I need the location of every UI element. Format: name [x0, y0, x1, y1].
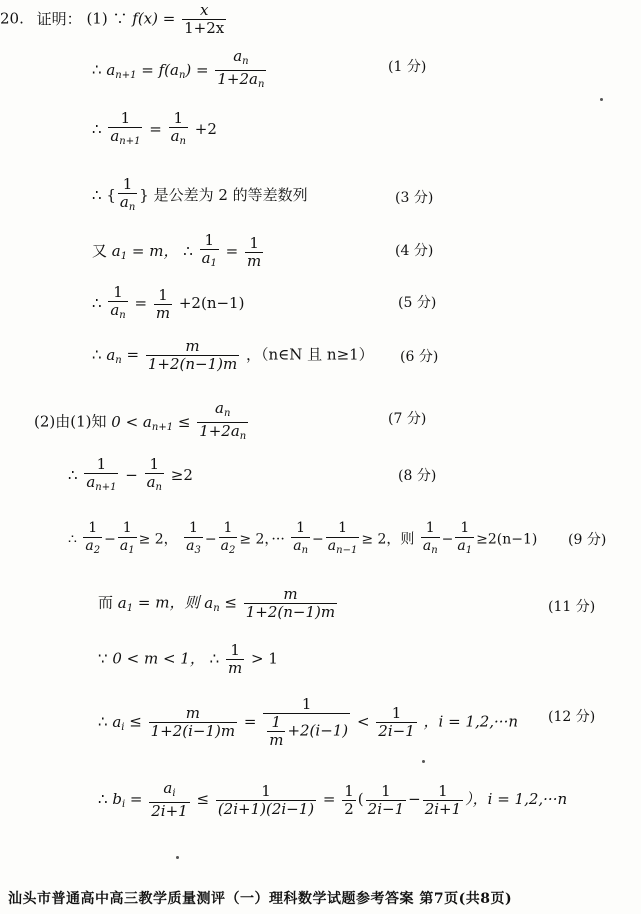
fraction-1-over-an	[118, 176, 137, 216]
frac-num: 1	[344, 781, 354, 800]
problem-title: 证明：	[36, 9, 82, 28]
frac-num: 1	[219, 520, 238, 538]
frac-den: 2i−1	[378, 722, 415, 740]
fraction-1-over-an-1	[326, 520, 360, 559]
frac-den: $a_n$	[146, 473, 162, 493]
frac-den: m	[269, 731, 284, 749]
frac-den: m	[247, 251, 262, 270]
frac-num: 1	[83, 520, 102, 538]
fraction-1-over-an	[145, 456, 164, 496]
frac-den: $a_n$	[110, 301, 126, 321]
score-1: (1 分)	[388, 59, 427, 75]
fraction-1-over-m	[245, 235, 263, 270]
frac-num: 1	[263, 696, 350, 714]
frac-den: $a_{n+1}$	[86, 473, 117, 493]
frac-num: 1	[366, 783, 406, 801]
fraction-an-formula	[244, 586, 337, 621]
step-part2	[34, 400, 250, 445]
fraction-an-over-1-2an	[197, 400, 248, 445]
plus-two: +2	[194, 120, 217, 138]
intro-text: 而	[98, 593, 114, 612]
frac-num: $a_n$	[215, 48, 266, 71]
frac-num: $a_n$	[197, 400, 248, 423]
therefore-symbol: ∴	[92, 186, 102, 204]
fraction-x-over-1-2x	[182, 2, 226, 37]
fraction-1-over-2i-1	[376, 705, 416, 740]
intro-text: 又	[92, 242, 108, 260]
frac-den: $1+2a_n$	[217, 70, 265, 90]
problem-header	[0, 2, 228, 37]
fraction-1-over-2i1	[423, 783, 463, 818]
step-bi-bound: ∴ $b_i$ = $\frac{a_i}{2i+1}$ ≤ $\frac{1}{(2i+1)(2i-1)}$ = $\frac{1}{2}$ ( $\frac{1}{2i-1}$ − $\frac{1}{2i+1}$ ），i = 1,2,···n	[98, 779, 568, 820]
frac-num: 1	[245, 235, 263, 253]
rhs: +2(n−1)	[178, 294, 245, 312]
frac-num: 1	[118, 520, 137, 538]
therefore-symbol: ∴	[98, 712, 108, 731]
scan-speck	[176, 856, 179, 859]
score-11: (11 分)	[548, 599, 596, 615]
frac-den: m	[155, 303, 171, 322]
fraction-1-over-m	[154, 287, 172, 322]
sym-a: a	[233, 47, 243, 65]
frac-den: $a_3$	[186, 538, 201, 556]
frac-den: $a_2$	[220, 538, 236, 556]
frac-den: $a_n$	[170, 127, 186, 147]
frac-num: 1	[423, 783, 463, 801]
fraction-product	[216, 783, 316, 818]
rhs: ≥2(n−1)	[476, 531, 538, 548]
fraction-1-over-an	[291, 520, 310, 559]
ineq-text: 0 < a	[111, 412, 152, 431]
part2-label: (2)由(1)知	[34, 412, 107, 431]
frac-num: 1	[326, 520, 360, 538]
therefore-symbol: ∴	[98, 790, 108, 808]
fraction-an-over-1-2an	[215, 48, 266, 93]
frac-num: m	[149, 705, 238, 723]
score-9: (9 分)	[568, 532, 607, 548]
frac-num: 1	[118, 176, 137, 194]
frac-num: m	[146, 338, 239, 356]
fraction-1-over-an	[169, 110, 188, 150]
frac-den: 1+2(n−1)m	[147, 355, 238, 373]
step-bound-an: 而 $a_1 = m$，则 $a_n$ ≤ $\frac{m}{1+2(n-1)m}$	[98, 585, 336, 621]
score-4: (4 分)	[395, 243, 434, 259]
ai: $a_i$	[112, 712, 125, 733]
then-text: ，则	[386, 531, 415, 548]
frac-den: $a_1$	[201, 249, 217, 269]
fraction-1-over-an	[421, 520, 440, 559]
score-7: (7 分)	[388, 411, 427, 427]
frac-num: x	[182, 2, 226, 20]
an: $a_n$	[204, 593, 220, 614]
fraction-1-over-m	[226, 642, 244, 677]
frac-den: 1+2x	[184, 19, 225, 37]
fraction-nested	[263, 696, 350, 749]
frac-den: 2i−1	[367, 799, 405, 818]
because-symbol: ∵	[112, 9, 128, 28]
therefore-symbol: ∴	[183, 242, 193, 260]
frac-num: m	[244, 586, 337, 604]
frac-num: 1	[145, 456, 164, 474]
frac-den: $a_n$	[422, 538, 438, 556]
frac-den: (2i+1)(2i−1)	[217, 799, 315, 818]
rhs: > 1	[250, 649, 278, 668]
frac-den: m	[227, 659, 243, 677]
frac-num: 1	[291, 520, 310, 538]
therefore-symbol: ∴	[68, 531, 77, 548]
frac-num: 1	[108, 110, 142, 128]
frac-num: 1	[84, 456, 118, 474]
fraction-1-over-a2	[83, 520, 102, 559]
step-recurrence	[92, 48, 268, 93]
score-12: (12 分)	[548, 709, 596, 725]
fraction-1-over-a2	[219, 520, 238, 559]
fraction-1-over-m	[267, 714, 285, 749]
score-5: (5 分)	[398, 295, 437, 311]
fraction-ai-over-2i1	[149, 780, 189, 820]
therefore-symbol: ∴	[209, 649, 220, 668]
frac-den: 1+2(n−1)m	[245, 603, 336, 621]
rhs: ≥2	[170, 466, 193, 484]
frac-den: 2	[344, 799, 354, 818]
frac-num: 1	[169, 110, 188, 128]
text-f: = f(a	[141, 60, 179, 79]
frac-num: $a_i$	[149, 780, 189, 803]
a-n-plus-1: $a_{n+1}$	[106, 60, 137, 81]
step-diff: ∴ $\frac{1}{a_{n+1}}$ − $\frac{1}{a_n}$ ≥2	[68, 456, 193, 496]
step-an-formula: ∴ $a_n$ = $\frac{m}{1+2(n-1)m}$ ，（n∈N 且 n≥1）	[92, 337, 374, 373]
frac-den: $a_1$	[457, 538, 473, 556]
frac-den: $1+2a_n$	[199, 422, 247, 442]
bi: $b_i$	[112, 790, 126, 810]
fraction-1-over-a1	[118, 520, 137, 559]
frac-den: $a_1$	[119, 538, 135, 556]
frac-num: 1	[154, 287, 172, 305]
therefore-symbol: ∴	[92, 60, 102, 79]
part1-label: (1)	[86, 9, 108, 28]
score-3: (3 分)	[395, 190, 434, 206]
index-range: ，i = 1,2,···n	[423, 712, 519, 731]
function-def: f(x) =	[132, 9, 176, 28]
an: $a_n$	[106, 345, 122, 366]
therefore-symbol: ∴	[92, 294, 102, 312]
frac-den: $a_{n-1}$	[327, 538, 358, 556]
then-text: = m，则	[137, 593, 200, 612]
step-general-reciprocal: ∴ $\frac{1}{a_n}$ = $\frac{1}{m}$ +2(n−1)	[92, 284, 244, 324]
frac-num: 1	[216, 783, 316, 801]
den-text: 1+2a	[217, 70, 258, 88]
condition: ，（n∈N 且 n≥1）	[245, 345, 374, 364]
frac-den: $a_2$	[85, 538, 101, 556]
fraction-1-over-an	[108, 284, 127, 324]
step-m-range	[98, 642, 278, 677]
frac-den: $a_{n+1}$	[110, 127, 141, 147]
frac-den: $\frac{1}{m}$ +2(i−1)	[269, 713, 349, 749]
m-range: 0 < m < 1，	[112, 649, 205, 668]
scan-speck	[600, 98, 603, 101]
seq-description: 是公差为 2 的等差数列	[153, 186, 308, 204]
because-symbol: ∵	[98, 649, 108, 668]
frac-den: 2i+1	[424, 799, 462, 818]
problem-number: 20.	[0, 9, 24, 28]
frac-num: 1	[226, 642, 244, 660]
therefore-symbol: ∴	[92, 345, 102, 364]
page-footer: 汕头市普通高中高三教学质量测评（一）理科数学试题参考答案 第7页(共8页)	[8, 891, 513, 907]
step-reciprocal: ∴ $\frac{1}{a_{n+1}}$ = $\frac{1}{a_n}$ +2	[92, 110, 217, 150]
fraction-1-over-a1	[200, 232, 219, 272]
fraction-1-over-a1	[455, 520, 474, 559]
fraction-1-over-an1	[108, 110, 142, 150]
step-ai-bound: ∴ $a_i$ ≤ $\frac{m}{1+2(i-1)m}$ = 1 $\frac{1}{m}$ +2(i−1) < $\frac{1}{2i-1}$ ，i = 1,2,···n	[98, 695, 519, 749]
frac-den: $a_n$	[293, 538, 309, 556]
frac-num: 1	[376, 705, 416, 723]
frac-den: $a_n$	[119, 193, 136, 213]
fraction-ai-formula	[149, 705, 238, 740]
therefore-symbol: ∴	[68, 466, 78, 484]
eq-m: = m，	[131, 242, 179, 260]
step-initial: 又 $a_1 = m$， ∴ $\frac{1}{a_1}$ = $\frac{1}{m}$	[92, 232, 265, 272]
fraction-1-over-an1	[84, 456, 118, 496]
frac-num: 1	[421, 520, 440, 538]
a1: $a_1$	[117, 593, 134, 614]
frac-num: 1	[200, 232, 219, 250]
frac-num: 1	[184, 520, 203, 538]
fraction-1-over-2i-1	[366, 783, 406, 818]
score-6: (6 分)	[400, 349, 439, 365]
step-arithmetic-seq: ∴ { $\frac{1}{a_n}$ } 是公差为 2 的等差数列	[92, 176, 308, 216]
a1: $a_1$	[111, 242, 128, 262]
fraction-half	[342, 783, 356, 818]
index-range: ），i = 1,2,···n	[465, 790, 568, 808]
fraction-an-formula	[146, 338, 239, 373]
frac-num: 1	[455, 520, 474, 538]
frac-num: 1	[267, 714, 285, 732]
score-8: (8 分)	[398, 468, 437, 484]
frac-den: 1+2(i−1)m	[150, 722, 236, 740]
f-of-an: = $f(a_n)$ =	[141, 60, 209, 81]
fraction-1-over-a3	[184, 520, 203, 559]
step-telescoping: ∴ $\frac{1}{a_2}$ − $\frac{1}{a_1}$ ≥ 2， $\frac{1}{a_3}$ − $\frac{1}{a_2}$ ≥ 2，··· $\frac{1}{a_n}$ − $\frac{1}{a_{n-1}}$ ≥ 2，则 $\frac{1}{a_n}$ − $\frac{1}{a_1}$ ≥2(n−1)	[68, 520, 537, 559]
frac-den: 2i+1	[151, 802, 188, 820]
scan-speck	[422, 760, 425, 763]
therefore-symbol: ∴	[92, 120, 102, 138]
ineq: $0 < a_{n+1}$ ≤	[111, 412, 191, 433]
sym-a: a	[106, 60, 116, 79]
frac-num: 1	[108, 284, 127, 302]
